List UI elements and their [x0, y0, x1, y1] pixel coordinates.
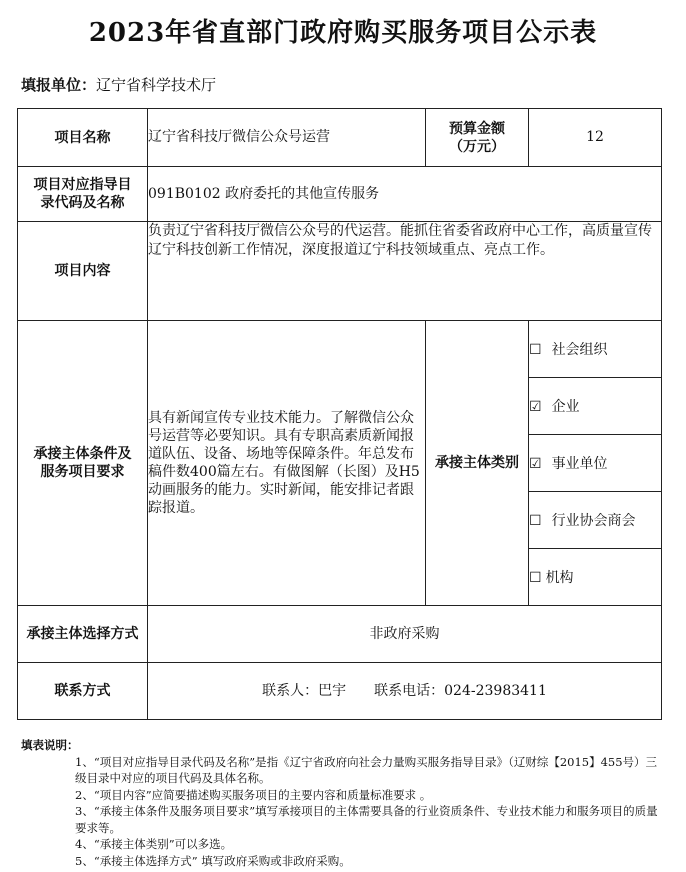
reporting-unit — [21, 74, 216, 95]
project-name-label: 项目名称 — [18, 109, 148, 167]
subject-option[interactable] — [529, 435, 662, 492]
requirements-label: 承接主体条件及 服务项目要求 — [18, 321, 148, 606]
note-item: 2、“项目内容”应简要描述购买服务项目的主要内容和质量标准要求 。 — [75, 787, 432, 802]
subject-type-label: 承接主体类别 — [426, 321, 529, 606]
page-title: 2023年省直部门政府购买服务项目公示表 — [88, 18, 598, 48]
subject-option-label: 行业协会商会 — [551, 513, 636, 529]
row-project-name — [18, 109, 662, 167]
catalog-label: 项目对应指导目 录代码及名称 — [18, 167, 148, 222]
note-item: 5、“承接主体选择方式” 填写政府采购或非政府采购。 — [75, 853, 351, 868]
subject-option[interactable] — [529, 492, 662, 549]
subject-option[interactable] — [529, 549, 662, 606]
note-item: 3、“承接主体条件及服务项目要求”填写承接项目的主体需要具备的行业资质条件、专业技术能力和服务项目的质量要求等。 — [75, 804, 658, 835]
notes-section — [21, 737, 661, 869]
row-content — [18, 222, 662, 321]
selection-value: 非政府采购 — [148, 606, 662, 663]
contact-value: 联系人：巴宇 联系电话：024-23983411 — [148, 663, 662, 720]
subject-option-label: 社会组织 — [551, 342, 608, 358]
contact-label: 联系方式 — [18, 663, 148, 720]
project-name-value: 辽宁省科技厅微信公众号运营 — [148, 109, 426, 167]
budget-value: 12 — [529, 109, 662, 167]
row-selection — [18, 606, 662, 663]
row-requirements — [18, 321, 662, 378]
row-catalog — [18, 167, 662, 222]
selection-label: 承接主体选择方式 — [18, 606, 148, 663]
budget-label: 预算金额 （万元） — [426, 109, 529, 167]
notes-heading: 填表说明： — [21, 738, 79, 752]
note-item: 1、“项目对应指导目录代码及名称”是指《辽宁省政府向社会力量购买服务指导目录》（辽财综【2015】455号）三级目录中对应的项目代码及具体名称。 — [75, 754, 658, 785]
subject-option-label: 机构 — [545, 570, 574, 586]
content-value: 负责辽宁省科技厅微信公众号的代运营。能抓住省委省政府中心工作，高质量宣传辽宁科技创新工作情况，深度报道辽宁科技领域重点、亮点工作。 — [148, 222, 662, 321]
subject-option-label: 企业 — [551, 399, 580, 415]
checkbox-icon[interactable]: ☐ — [529, 513, 542, 529]
reporting-unit-label: 填报单位： — [21, 76, 97, 94]
requirements-value: 具有新闻宣传专业技术能力。了解微信公众号运营等必要知识。具有专职高素质新闻报道队伍、设备、场地等保障条件。年总发布稿件数400篇左右。有做图解（长图）及H5 动画服务的能力。实时新闻，能安排记者跟踪报道。 — [148, 321, 426, 606]
content-label: 项目内容 — [18, 222, 148, 321]
reporting-unit-value: 辽宁省科学技术厅 — [96, 76, 217, 94]
checkbox-icon[interactable]: ☐ — [529, 342, 542, 358]
subject-option-label: 事业单位 — [551, 456, 608, 472]
note-item: 4、“承接主体类别”可以多选。 — [75, 837, 233, 851]
catalog-value: 091B0102 政府委托的其他宣传服务 — [148, 167, 662, 222]
row-contact — [18, 663, 662, 720]
subject-option[interactable] — [529, 321, 662, 378]
subject-option[interactable] — [529, 378, 662, 435]
checkbox-icon[interactable]: ☐ — [529, 570, 542, 586]
checkbox-icon[interactable]: ☑ — [529, 399, 542, 415]
project-table — [17, 108, 662, 720]
checkbox-icon[interactable]: ☑ — [529, 456, 542, 472]
